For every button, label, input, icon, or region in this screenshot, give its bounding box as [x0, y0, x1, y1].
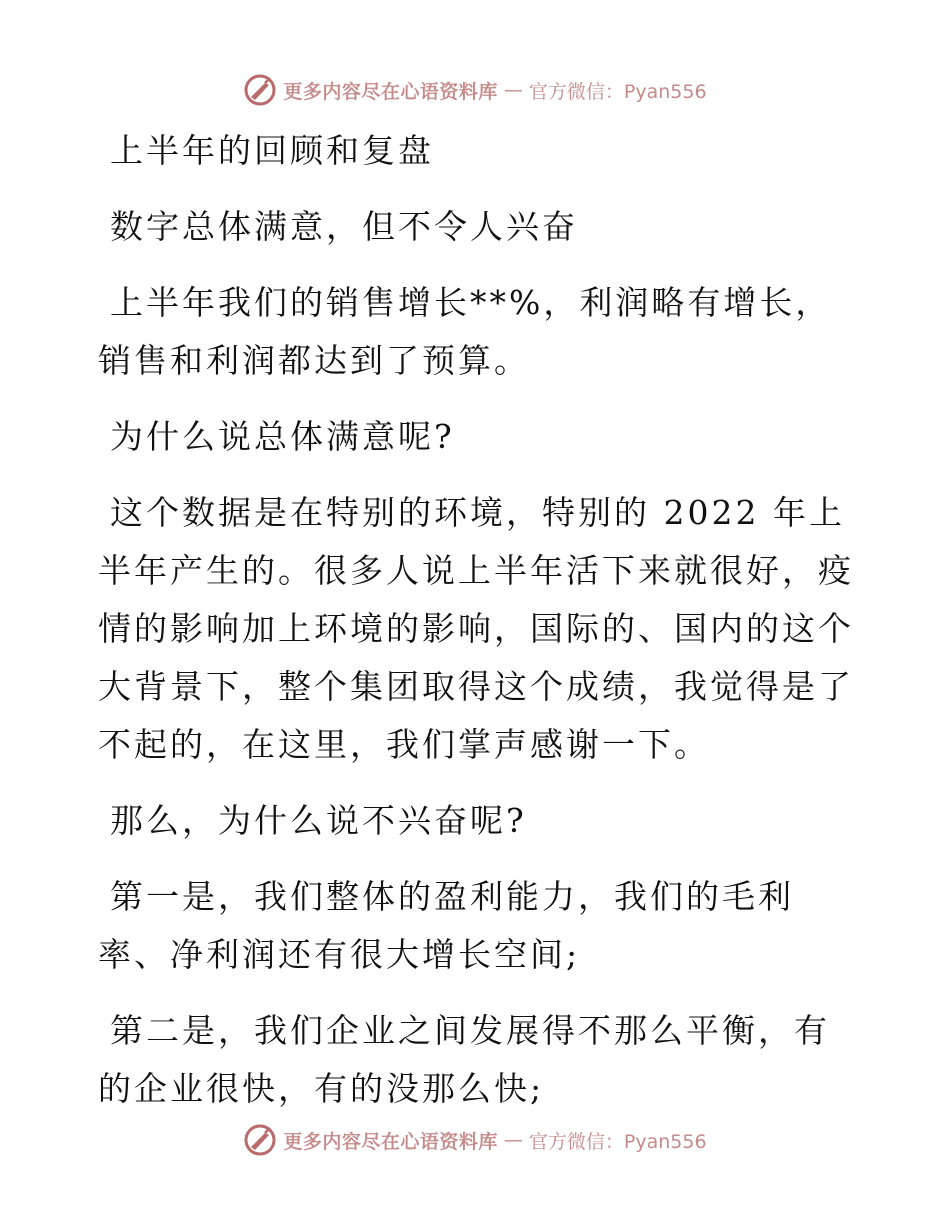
- watermark-separator: —: [503, 79, 523, 101]
- watermark-wechat-text: 官方微信：Pyan556: [528, 1130, 707, 1153]
- watermark-main-text: 更多内容尽在心语资料库: [283, 1130, 498, 1153]
- pen-circle-icon: [243, 1123, 277, 1157]
- document-body: [98, 122, 858, 1136]
- paragraph: 这个数据是在特别的环境，特别的 2022 年上半年产生的。很多人说上半年活下来就很好，疫情的影响加上环境的影响，国际的、国内的这个大背景下，整个集团取得这个成绩，我觉得是了不起的，在这里，我们掌声感谢一下。: [98, 493, 854, 764]
- header-watermark: [0, 70, 950, 110]
- question: 那么，为什么说不兴奋呢?: [110, 801, 527, 840]
- footer-watermark: [0, 1120, 950, 1160]
- paragraph: 第二是，我们企业之间发展得不那么平衡，有的企业很快，有的没那么快;: [98, 1011, 830, 1108]
- question: 为什么说总体满意呢?: [110, 417, 455, 456]
- watermark-main-text: 更多内容尽在心语资料库: [283, 80, 498, 103]
- paragraph: 第一是，我们整体的盈利能力，我们的毛利率、净利润还有很大增长空间;: [98, 877, 794, 974]
- watermark-separator: —: [503, 1129, 523, 1151]
- section-title: 上半年的回顾和复盘: [110, 131, 434, 170]
- pen-circle-icon: [243, 73, 277, 107]
- paragraph: 上半年我们的销售增长**%，利润略有增长，销售和利润都达到了预算。: [98, 283, 832, 380]
- watermark-wechat-text: 官方微信：Pyan556: [528, 80, 707, 103]
- subheading: 数字总体满意，但不令人兴奋: [110, 207, 578, 246]
